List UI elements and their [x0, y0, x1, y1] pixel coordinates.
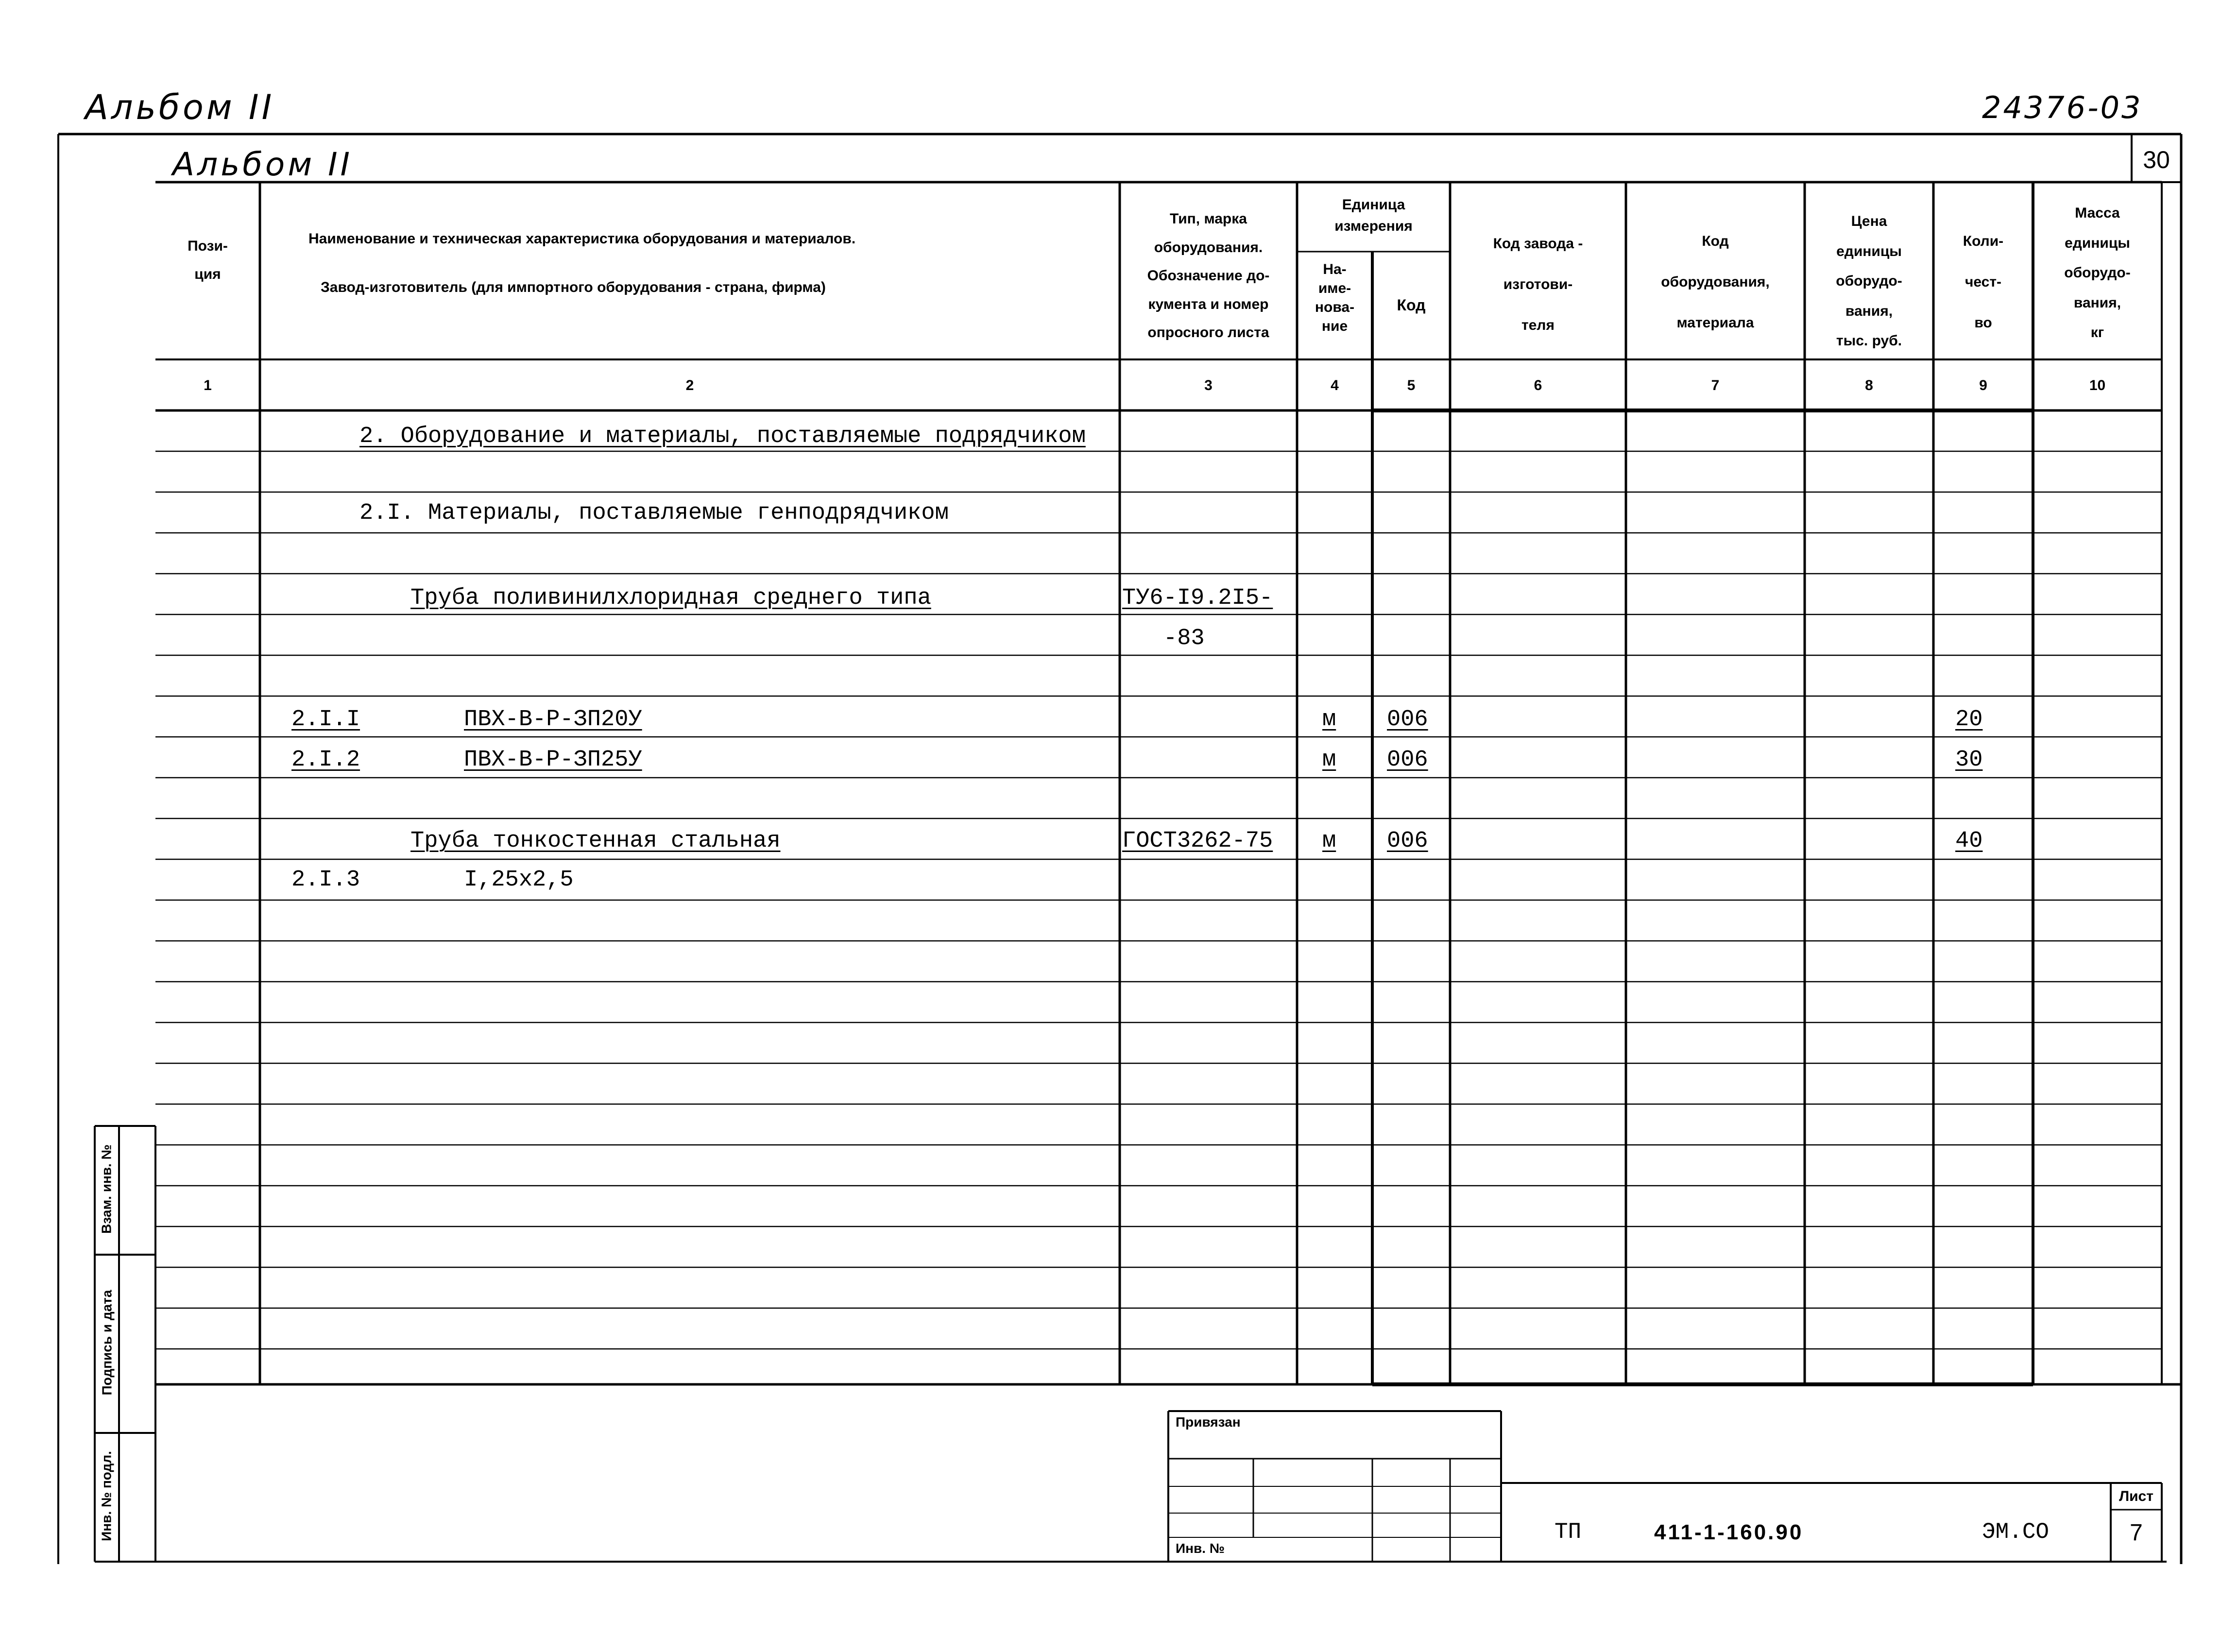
bind-box-inv: Инв. №: [1176, 1541, 1225, 1556]
page-number: 30: [2143, 146, 2170, 173]
steel-pipe-quantity: 40: [1955, 828, 1983, 854]
pvc-pipe-doc-line2: -83: [1163, 626, 1205, 651]
item2-code: 006: [1387, 747, 1428, 773]
header-type: Тип, марка оборудования. Обозначение до- кумента и номер опросного листа: [1147, 211, 1270, 341]
inner-album-mark: Альбом II: [172, 146, 353, 183]
steel-pipe-name: Труба тонкостенная стальная: [410, 828, 781, 854]
item2-unit: м: [1322, 747, 1336, 773]
header-price: Цена единицы оборудо- вания, тыс. руб.: [1836, 213, 1902, 349]
title-mark: ЭМ.СО: [1982, 1519, 2050, 1545]
item1-position: 2.I.I: [291, 707, 360, 732]
header-name: Наименование и техническая характеристика оборудования и материалов. Завод-изготовитель (для импортного оборудования - страна, фирма): [308, 231, 856, 295]
colnum-7: 7: [1711, 377, 1720, 393]
pvc-pipe-name: Труба поливинилхлоридная среднего типа: [410, 585, 931, 611]
side-stamp-inv-podl: Инв. № подл.: [99, 1451, 114, 1541]
item2-quantity: 30: [1955, 747, 1983, 773]
pvc-pipe-doc-line1: ТУ6-I9.2I5-: [1122, 585, 1273, 611]
item3-position: 2.I.3: [291, 867, 360, 893]
item3-name: I,25х2,5: [464, 867, 574, 893]
sheet-number: 7: [2130, 1520, 2143, 1546]
album-mark: Альбом II: [85, 87, 275, 127]
section-title: 2. Оборудование и материалы, поставляемые подрядчиком: [359, 424, 1086, 449]
colnum-5: 5: [1407, 377, 1416, 393]
document-number: 24376-03: [1982, 90, 2143, 125]
steel-pipe-doc: ГОСТ3262-75: [1122, 828, 1273, 854]
header-quantity: Коли- чест- во: [1963, 233, 2004, 331]
header-equipment-code: Код оборудования, материала: [1661, 233, 1770, 331]
bind-box-title: Привязан: [1176, 1414, 1241, 1430]
header-position: Пози- ция: [188, 238, 228, 282]
colnum-10: 10: [2089, 377, 2106, 393]
item1-name: ПВХ-В-Р-ЗП20У: [464, 707, 642, 732]
sheet-label: Лист: [2119, 1488, 2153, 1504]
item2-name: ПВХ-В-Р-ЗП25У: [464, 747, 642, 773]
header-unit-name: На- име- нова- ние: [1315, 261, 1355, 334]
colnum-3: 3: [1204, 377, 1213, 393]
item2-position: 2.I.2: [291, 747, 360, 773]
header-unit-group: Единица измерения: [1334, 197, 1413, 234]
header-unit-code: Код: [1397, 296, 1426, 314]
header-mass: Масса единицы оборудо- вания, кг: [2064, 205, 2131, 341]
item1-code: 006: [1387, 707, 1428, 732]
steel-pipe-code: 006: [1387, 828, 1428, 854]
side-stamp-vzam: Взам. инв. №: [99, 1144, 114, 1234]
colnum-6: 6: [1534, 377, 1542, 393]
title-code: 411-1-160.90: [1654, 1520, 1804, 1544]
item1-quantity: 20: [1955, 707, 1983, 732]
item1-unit: м: [1322, 707, 1336, 732]
subsection-title: 2.I. Материалы, поставляемые генподрядчиком: [359, 500, 949, 526]
colnum-2: 2: [685, 377, 694, 393]
title-prefix: ТП: [1555, 1519, 1582, 1545]
steel-pipe-unit: м: [1322, 828, 1336, 854]
colnum-4: 4: [1331, 377, 1339, 393]
header-maker-code: Код завода - изготови- теля: [1493, 236, 1583, 333]
colnum-1: 1: [204, 377, 212, 393]
colnum-9: 9: [1979, 377, 1987, 393]
side-stamp-podpis: Подпись и дата: [99, 1290, 115, 1396]
colnum-8: 8: [1865, 377, 1873, 393]
